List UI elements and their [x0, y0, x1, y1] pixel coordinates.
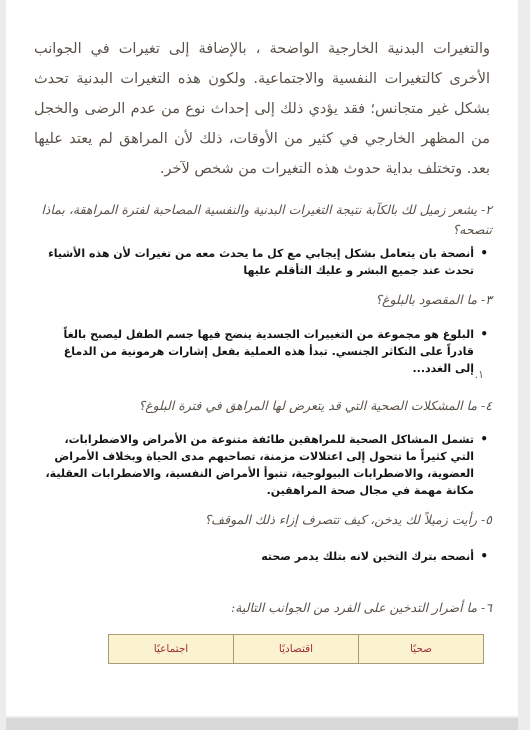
answer-5-text: أنصحه بترك التخين لانه بتلك يدمر صحته: [261, 550, 474, 563]
bottom-strip: [6, 718, 518, 730]
answer-3-text: البلوغ هو مجموعة من التغييرات الجسدية ينضج فيها جسم الطفل ليصبح بالغاً قادراً على التكاثر الجنسي. تبدأ هذه العملية بفعل إشارات هرمونية من الدماغ إلى الغدد...: [63, 328, 474, 375]
answer-2-text: أنصحة بان يتعامل بشكل إيجابي مع كل ما يحدث معه من تغيرات لأن هذه الأشياء تحدث عند جميع البشر و عليك التأقلم عليها: [48, 247, 474, 277]
smoking-harms-table: [108, 634, 484, 664]
bullet-icon: •: [480, 432, 488, 446]
answer-4-text: تشمل المشاكل الصحية للمراهقين طائفة متنوعة من الأمراض والاضطرابات، التي كثيراً ما تتحول إلى اعتلالات مزمنة، تصاحبهم مدى الحياة وبخلاف الأمراض العضوية، والاضطرابات البيولوجية، تتبوأ الأمراض النفسية، والاضطرابات العقلية، مكانة مهمة في مجال صحة المراهقين.: [45, 433, 474, 497]
question-4: ٤- ما المشكلات الصحية التي قد يتعرض لها المراهق في فترة البلوغ؟: [138, 398, 492, 413]
question-6: ٦- ما أضرار التدخين على الفرد من الجوانب التالية:: [230, 600, 492, 615]
question-3: ٣- ما المقصود بالبلوغ؟: [375, 292, 492, 307]
answer-3: [42, 326, 488, 377]
worksheet-page: [6, 0, 518, 716]
intro-paragraph: [34, 34, 490, 184]
bullet-icon: •: [480, 549, 488, 563]
stray-mark: ١.: [474, 368, 484, 381]
bullet-icon: •: [480, 327, 488, 341]
table-header-social: اجتماعيًا: [109, 635, 234, 664]
table-header-economic: اقتصاديًا: [234, 635, 359, 664]
answer-2: [42, 245, 488, 279]
question-5: ٥- رأيت زميلاً لك يدخن، كيف تتصرف إزاء ذلك الموقف؟: [204, 512, 492, 527]
intro-text: والتغيرات البدنية الخارجية الواضحة ، بالإضافة إلى تغيرات في الجوانب الأخرى كالتغيرات النفسية والاجتماعية. ولكون هذه التغيرات البدنية تحدث بشكل غير متجانس؛ فقد يؤدي ذلك إلى إحداث نوع من عدم الرضى والخجل من المظهر الخارجي في كثير من الأوقات، ذلك لأن المراهق لم يعتد عليها بعد. وتختلف بداية حدوث هذه التغيرات من شخص لآخر.: [34, 41, 490, 177]
table-row: [109, 635, 484, 664]
answer-4: [42, 431, 488, 499]
table-header-health: صحيًا: [359, 635, 484, 664]
answer-5: [42, 548, 488, 565]
question-2: ٢- يشعر زميل لك بالكآبة نتيجة التغيرات البدنية والنفسية المصاحبة لفترة المراهقة، بماذا تنصحه؟: [41, 202, 492, 237]
bullet-icon: •: [480, 246, 488, 260]
